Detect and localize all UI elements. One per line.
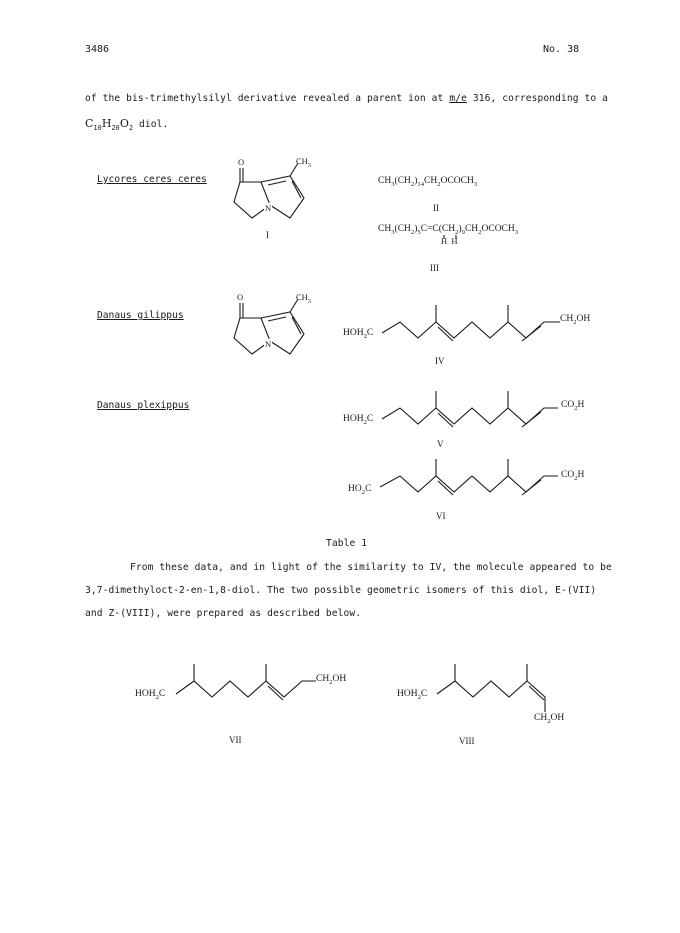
structure-V-left: $HOH_2C$ bbox=[343, 414, 374, 426]
species-danaus-gilippus: Danaus gilippus bbox=[97, 310, 184, 321]
structure-VI-left: $HO_2C$ bbox=[348, 484, 372, 496]
page-number: 3486 bbox=[85, 44, 110, 55]
species-lycores: Lycores ceres ceres bbox=[97, 174, 207, 185]
structure-VII-label: VII bbox=[229, 735, 242, 745]
structure-III-label: III bbox=[430, 263, 439, 273]
structure-I-label: I bbox=[266, 230, 269, 240]
structure-I-nitrogen: N bbox=[265, 203, 272, 213]
structure-I-gilippus-oxygen: O bbox=[237, 292, 244, 302]
species-danaus-plexippus: Danaus plexippus bbox=[97, 400, 190, 411]
structure-V-label: V bbox=[437, 439, 444, 449]
paragraph-line-1: From these data, and in light of the similarity to IV, the molecule appeared to be bbox=[130, 562, 612, 573]
structure-IV-left: $HOH_2C$ bbox=[343, 328, 374, 340]
structure-VII-right: $CH_2OH$ bbox=[316, 674, 347, 686]
intro-prefix: of the bis-trimethylsilyl derivative revealed a parent ion at bbox=[85, 93, 450, 104]
structure-I-methyl: $CH_3$ bbox=[296, 156, 311, 169]
structure-V-right: $CO_2H$ bbox=[561, 400, 585, 412]
formula-h-sub: 20 bbox=[111, 124, 120, 132]
structure-III-formula: $CH_3(CH_2)_5C=C(CH_2)_9CH_2OCOCH_3$ bbox=[378, 224, 519, 236]
formula-c-sub: 10 bbox=[93, 124, 102, 132]
structure-VIII-bottom: $CH_2OH$ bbox=[534, 713, 565, 725]
structure-I-oxygen: O bbox=[238, 157, 245, 167]
structure-IV-right: $CH_2OH$ bbox=[560, 314, 591, 326]
intro-suffix: 316, corresponding to a bbox=[466, 93, 608, 104]
paragraph-line-3: and Z-(VIII), were prepared as described below. bbox=[85, 608, 362, 619]
structure-I-gilippus-methyl: $CH_3$ bbox=[296, 292, 311, 305]
structure-II-formula: $CH_3(CH_2)_{14}CH_2OCOCH_3$ bbox=[378, 176, 478, 188]
issue-number: No. 38 bbox=[543, 44, 580, 55]
formula-o-sub: 2 bbox=[128, 124, 134, 132]
formula-o: O bbox=[119, 117, 129, 130]
structure-II-label: II bbox=[433, 203, 439, 213]
formula-suffix: diol. bbox=[133, 119, 169, 130]
structure-III-hydrogens: H H bbox=[441, 236, 458, 246]
table-caption: Table 1 bbox=[326, 538, 368, 549]
structure-VII-left: $HOH_2C$ bbox=[135, 689, 166, 701]
structure-I-gilippus-nitrogen: N bbox=[265, 339, 272, 349]
structure-VI-label: VI bbox=[436, 511, 446, 521]
formula-h: H bbox=[101, 117, 112, 130]
structure-VI-right: $CO_2H$ bbox=[561, 470, 585, 482]
structure-IV-label: IV bbox=[435, 356, 445, 366]
intro-me: m/e bbox=[449, 93, 467, 104]
structure-VIII-label: VIII bbox=[459, 736, 475, 746]
paragraph-line-2: 3,7-dimethyloct-2-en-1,8-diol. The two possible geometric isomers of this diol, E-(VII) bbox=[85, 585, 597, 596]
formula-c: C bbox=[85, 117, 94, 130]
structure-VIII-left: $HOH_2C$ bbox=[397, 689, 428, 701]
